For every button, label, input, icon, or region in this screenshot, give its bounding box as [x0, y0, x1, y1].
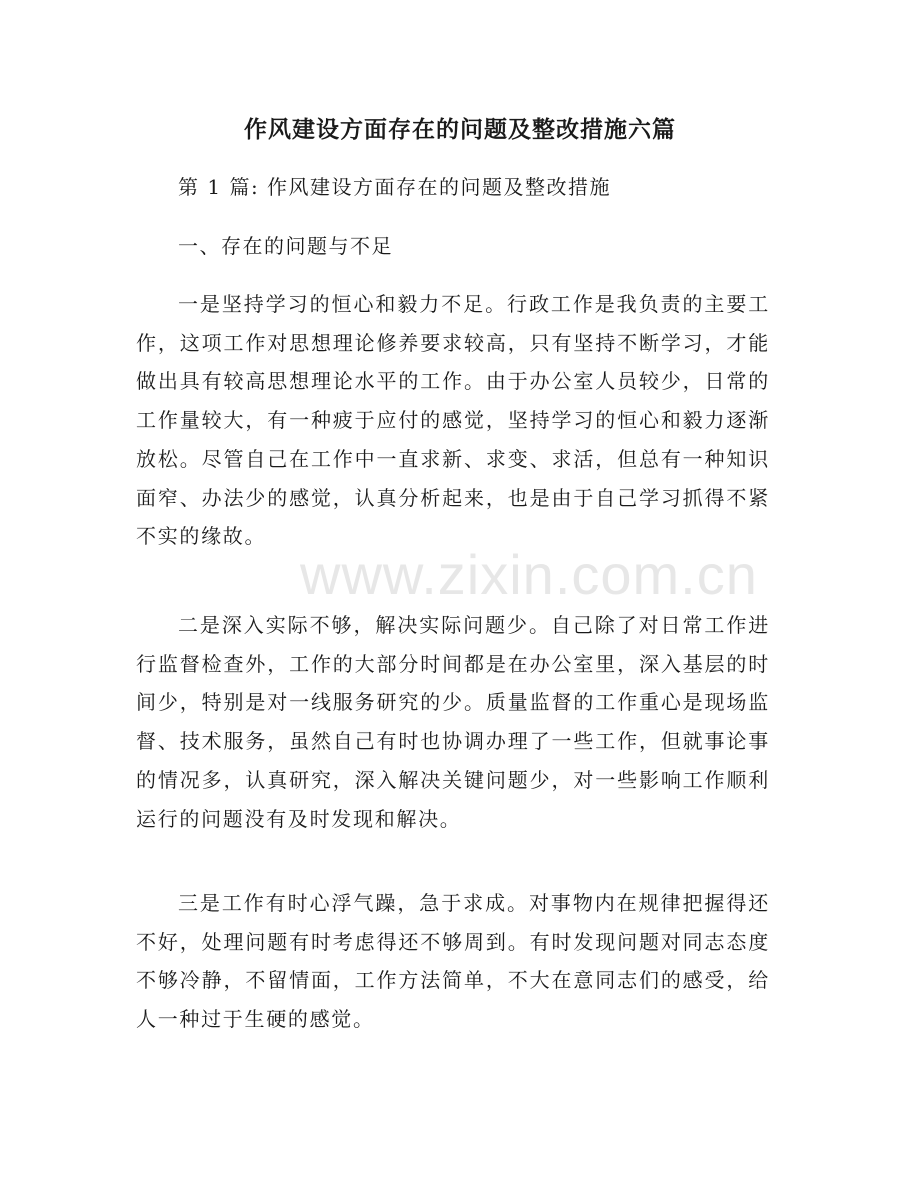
article-subtitle: 第 1 篇: 作风建设方面存在的问题及整改措施: [178, 175, 612, 199]
paragraph-1: 一是坚持学习的恒心和毅力不足。行政工作是我负责的主要工作，这项工作对思想理论修养要求较高，只有坚持不断学习，才能做出具有较高思想理论水平的工作。由于办公室人员较少，日常的工作量较大，有一种疲于应付的感觉，坚持学习的恒心和毅力逐渐放松。尽管自己在工作中一直求新、求变、求活，但总有一种知识面窄、办法少的感觉，认真分析起来，也是由于自己学习抓得不紧不实的缘故。: [136, 292, 770, 549]
watermark: www.zixin.com.cn: [300, 543, 758, 606]
paragraph-2: 二是深入实际不够，解决实际问题少。自己除了对日常工作进行监督检查外，工作的大部分时间都是在办公室里，深入基层的时间少，特别是对一线服务研究的少。质量监督的工作重心是现场监督、技术服务，虽然自己有时也协调办理了一些工作，但就事论事的情况多，认真研究，深入解决关键问题少，对一些影响工作顺利运行的问题没有及时发现和解决。: [136, 613, 770, 831]
paragraph-3: 三是工作有时心浮气躁，急于求成。对事物内在规律把握得还不好，处理问题有时考虑得还不够周到。有时发现问题对同志态度不够冷静，不留情面，工作方法简单，不大在意同志们的感受，给人一种过于生硬的感觉。: [136, 891, 770, 1032]
document-title: 作风建设方面存在的问题及整改措施六篇: [244, 116, 676, 143]
section-heading: 一、存在的问题与不足: [178, 234, 393, 258]
